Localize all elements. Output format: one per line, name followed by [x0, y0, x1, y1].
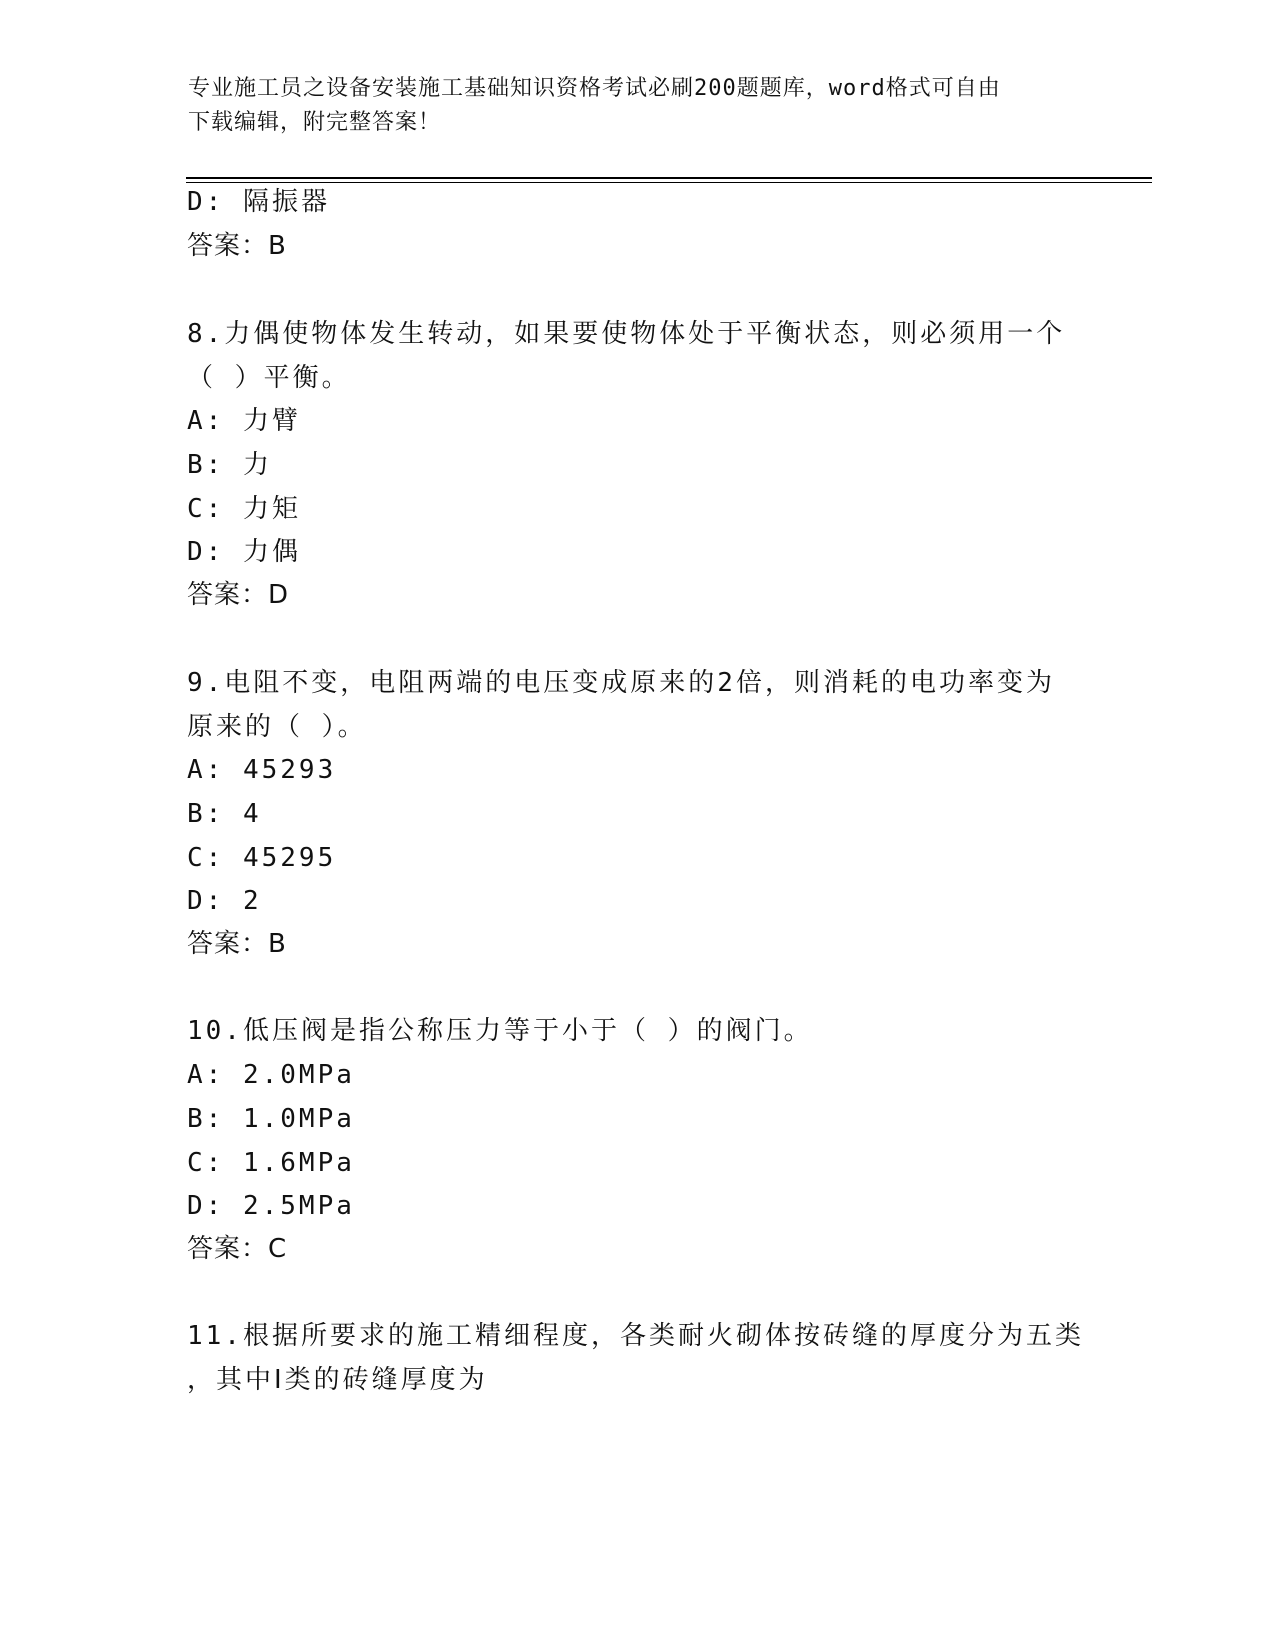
q10-stem-line-1: 10.低压阀是指公称压力等于小于（ ）的阀门。	[187, 1016, 813, 1046]
q11-stem-line-2: ，其中Ⅰ类的砖缝厚度为	[187, 1365, 488, 1395]
q7-option-d: D: 隔振器	[187, 187, 330, 217]
header-title-line-2: 下载编辑，附完整答案！	[188, 110, 442, 135]
q8-option-d: D: 力偶	[187, 537, 301, 567]
header-title-line-1: 专业施工员之设备安装施工基础知识资格考试必刷200题题库，word格式可自由	[188, 76, 1001, 101]
q9-option-b: B: 4	[187, 799, 262, 829]
q10-option-c: C: 1.6MPa	[187, 1148, 355, 1178]
q9-option-c: C: 45295	[187, 843, 337, 873]
q8-option-a: A: 力臂	[187, 406, 301, 436]
q10-option-d: D: 2.5MPa	[187, 1191, 355, 1221]
header-divider-thick	[186, 177, 1152, 179]
header-divider-thin	[186, 182, 1152, 183]
q9-option-a: A: 45293	[187, 755, 337, 785]
q9-option-d: D: 2	[187, 886, 262, 916]
document-header	[188, 72, 1088, 140]
q11-stem-line-1: 11.根据所要求的施工精细程度，各类耐火砌体按砖缝的厚度分为五类	[187, 1321, 1084, 1351]
q8-option-b: B: 力	[187, 450, 272, 480]
q8-stem-line-2: （ ）平衡。	[187, 363, 351, 393]
q8-answer: 答案：D	[187, 580, 290, 610]
q10-option-a: A: 2.0MPa	[187, 1060, 355, 1090]
q10-answer: 答案：C	[187, 1234, 288, 1264]
q9-stem-line-1: 9.电阻不变，电阻两端的电压变成原来的2倍，则消耗的电功率变为	[187, 668, 1055, 698]
q7-answer: 答案：B	[187, 231, 287, 261]
q8-stem-line-1: 8.力偶使物体发生转动，如果要使物体处于平衡状态，则必须用一个	[187, 319, 1066, 349]
q9-stem-line-2: 原来的（ ）。	[187, 712, 367, 742]
q8-option-c: C: 力矩	[187, 494, 301, 524]
q10-option-b: B: 1.0MPa	[187, 1104, 355, 1134]
q9-answer: 答案：B	[187, 929, 287, 959]
